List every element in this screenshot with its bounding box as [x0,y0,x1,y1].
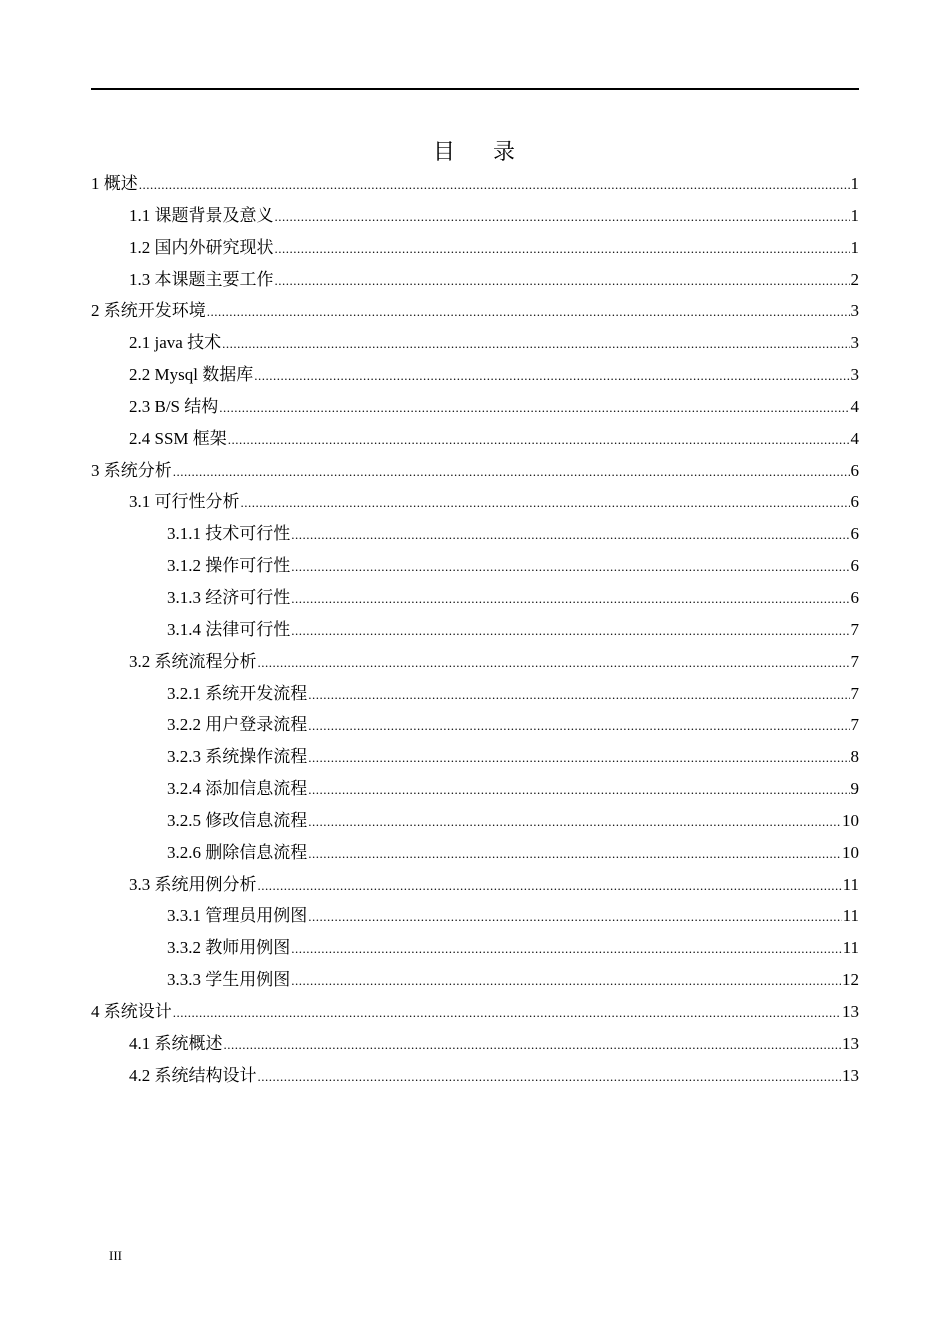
toc-dot-leader [254,360,849,392]
toc-entry[interactable] [91,614,859,646]
toc-entry[interactable] [91,423,859,455]
toc-entry-page: 6 [850,556,859,576]
toc-entry-label: 3.2.2 用户登录流程 [167,715,308,735]
toc-dot-leader [275,233,850,265]
toc-entry-page: 10 [842,810,859,830]
toc-dot-leader [173,456,850,488]
toc-entry[interactable] [91,264,859,296]
toc-entry-label: 3.3.3 学生用例图 [167,970,291,990]
toc-entry[interactable] [91,805,859,837]
toc-entry-page: 7 [850,619,859,639]
toc-entry[interactable] [91,900,859,932]
toc-entry[interactable] [91,391,859,423]
toc-dot-leader [291,615,849,647]
toc-entry[interactable] [91,359,859,391]
toc-entry[interactable] [91,232,859,264]
toc-entry-label: 2.2 Mysql 数据库 [129,365,254,385]
toc-entry-label: 3.2 系统流程分析 [129,651,257,671]
toc-title-left: 目 [432,139,457,164]
toc-dot-leader [308,838,841,870]
toc-dot-leader [275,265,850,297]
toc-entry-label: 3 系统分析 [91,460,172,480]
toc-entry-page: 7 [850,715,859,735]
toc-entry[interactable] [91,327,859,359]
header-rule [91,88,859,90]
toc-entry[interactable] [91,486,859,518]
toc-entry-label: 3.2.4 添加信息流程 [167,779,308,799]
toc-entry-page: 6 [850,524,859,544]
toc-title [0,136,950,168]
toc-dot-leader [308,679,849,711]
toc-entry-page: 4 [850,428,859,448]
toc-entry-label: 1.3 本课题主要工作 [129,269,274,289]
toc-entry-label: 2.3 B/S 结构 [129,396,219,416]
toc-entry-page: 3 [850,365,859,385]
toc-entry-label: 3.2.1 系统开发流程 [167,683,308,703]
toc-dot-leader [291,965,841,997]
toc-entry[interactable] [91,709,859,741]
toc-entry[interactable] [91,200,859,232]
toc-entry-page: 6 [850,492,859,512]
toc-entry-page: 4 [850,396,859,416]
toc-entry-label: 1.2 国内外研究现状 [129,237,274,257]
toc-entry[interactable] [91,455,859,487]
toc-dot-leader [139,169,850,201]
toc-entry-label: 1.1 课题背景及意义 [129,205,274,225]
toc-entry[interactable] [91,1028,859,1060]
toc-entry-page: 3 [850,333,859,353]
toc-entry-label: 3.2.6 删除信息流程 [167,842,308,862]
toc-entry-label: 3.1.2 操作可行性 [167,556,291,576]
toc-entry-page: 11 [842,874,859,894]
toc-entry[interactable] [91,964,859,996]
toc-entry-page: 6 [850,460,859,480]
toc-entry-label: 3.2.5 修改信息流程 [167,810,308,830]
toc-dot-leader [291,519,849,551]
toc-entry-label: 3.1.4 法律可行性 [167,619,291,639]
toc-entry[interactable] [91,869,859,901]
toc-dot-leader [308,806,841,838]
toc-entry-label: 3.3 系统用例分析 [129,874,257,894]
toc-entry-page: 13 [842,1065,859,1085]
toc-entry-page: 1 [850,174,859,193]
toc-entry-label: 3.3.1 管理员用例图 [167,906,308,926]
toc-dot-leader [258,647,850,679]
toc-entry-label: 1 概述 [91,174,138,193]
toc-entry-page: 8 [850,747,859,767]
toc-dot-leader [291,551,849,583]
page-number: III [109,1248,122,1263]
toc-entry-page: 13 [842,1001,859,1021]
toc-entry[interactable] [91,837,859,869]
toc-dot-leader [308,710,849,742]
toc-entry[interactable] [91,550,859,582]
toc-dot-leader [308,774,849,806]
toc-entry-page: 11 [842,906,859,926]
toc-entry-page: 10 [842,842,859,862]
toc-entry-label: 4.2 系统结构设计 [129,1065,257,1085]
toc-entry-label: 3.2.3 系统操作流程 [167,747,308,767]
toc-entry-label: 4.1 系统概述 [129,1033,223,1053]
toc-entry-page: 7 [850,683,859,703]
toc-entry-page: 11 [842,938,859,958]
toc-dot-leader [207,296,850,328]
toc-dot-leader [241,487,850,519]
toc-entry-page: 12 [842,970,859,990]
toc-entry-label: 2.1 java 技术 [129,333,222,353]
toc-dot-leader [258,870,842,902]
toc-entry-label: 4 系统设计 [91,1001,172,1021]
toc-entry[interactable] [91,1060,859,1092]
toc-dot-leader [224,1029,842,1061]
toc-entry[interactable] [91,582,859,614]
toc-entry[interactable] [91,932,859,964]
toc-entry-page: 13 [842,1033,859,1053]
toc-dot-leader [258,1061,842,1093]
toc-dot-leader [275,201,850,233]
toc-entry[interactable] [91,168,859,200]
toc-entry[interactable] [91,295,859,327]
toc-entry[interactable] [91,518,859,550]
toc-entry[interactable] [91,773,859,805]
toc-entry-page: 7 [850,651,859,671]
toc-entry-page: 2 [850,269,859,289]
toc-entry-page: 9 [850,779,859,799]
toc-entry[interactable] [91,646,859,678]
toc-entry[interactable] [91,996,859,1028]
toc-entry-label: 2 系统开发环境 [91,301,206,321]
toc-entry-page: 1 [850,205,859,225]
toc-dot-leader [228,424,850,456]
table-of-contents [91,168,859,1091]
toc-dot-leader [308,742,849,774]
toc-dot-leader [291,583,849,615]
toc-entry-page: 1 [850,237,859,257]
toc-dot-leader [219,392,849,424]
toc-entry-page: 6 [850,587,859,607]
toc-entry[interactable] [91,678,859,710]
toc-entry-page: 3 [850,301,859,321]
toc-dot-leader [173,997,841,1029]
toc-dot-leader [291,933,841,965]
toc-entry-label: 3.1 可行性分析 [129,492,240,512]
toc-entry-label: 3.1.3 经济可行性 [167,587,291,607]
toc-entry-label: 3.1.1 技术可行性 [167,524,291,544]
toc-entry-label: 3.3.2 教师用例图 [167,938,291,958]
toc-dot-leader [222,328,849,360]
toc-title-right: 录 [493,139,518,164]
toc-entry-label: 2.4 SSM 框架 [129,428,227,448]
toc-entry[interactable] [91,741,859,773]
toc-dot-leader [308,901,841,933]
